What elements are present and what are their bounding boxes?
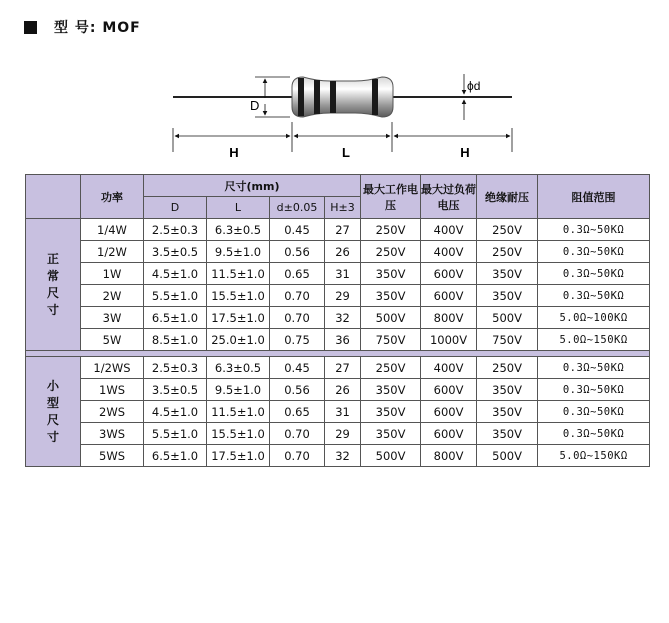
cell-d: 0.70 xyxy=(270,285,325,307)
cell-power: 2W xyxy=(81,285,144,307)
title-square-icon xyxy=(24,21,37,34)
cell-range: 0.3Ω~50KΩ xyxy=(538,423,650,445)
cell-H: 31 xyxy=(325,263,361,285)
cell-L: 15.5±1.0 xyxy=(207,423,270,445)
cell-overv: 600V xyxy=(421,263,477,285)
group-label-char: 常 xyxy=(46,268,59,283)
cell-D: 8.5±1.0 xyxy=(144,329,207,351)
cell-insul: 350V xyxy=(477,285,538,307)
group-label-char: 尺 xyxy=(46,412,59,427)
cell-D: 6.5±1.0 xyxy=(144,445,207,467)
cell-power: 3WS xyxy=(81,423,144,445)
cell-power: 1/2WS xyxy=(81,357,144,379)
table-row xyxy=(26,379,650,401)
table-row xyxy=(26,357,650,379)
cell-range: 5.0Ω~150KΩ xyxy=(538,445,650,467)
cell-power: 1/4W xyxy=(81,219,144,241)
group-label-char: 寸 xyxy=(46,429,59,444)
header-range: 阻值范围 xyxy=(538,175,650,219)
cell-H: 27 xyxy=(325,357,361,379)
cell-overv: 400V xyxy=(421,357,477,379)
cell-insul: 350V xyxy=(477,423,538,445)
cell-maxv: 350V xyxy=(361,263,421,285)
cell-maxv: 750V xyxy=(361,329,421,351)
table-row xyxy=(26,445,650,467)
cell-range: 0.3Ω~50KΩ xyxy=(538,285,650,307)
cell-power: 1W xyxy=(81,263,144,285)
cell-power: 5W xyxy=(81,329,144,351)
group-standard-size xyxy=(26,219,81,351)
cell-L: 25.0±1.0 xyxy=(207,329,270,351)
cell-d: 0.56 xyxy=(270,241,325,263)
cell-power: 1/2W xyxy=(81,241,144,263)
cell-L: 11.5±1.0 xyxy=(207,401,270,423)
cell-insul: 250V xyxy=(477,219,538,241)
header-overload-voltage: 最大过负荷电压 xyxy=(421,175,477,219)
cell-L: 6.3±0.5 xyxy=(207,219,270,241)
group-label-char: 寸 xyxy=(46,302,59,317)
cell-D: 4.5±1.0 xyxy=(144,401,207,423)
phi-d-label: ϕd xyxy=(467,79,481,93)
cell-range: 5.0Ω~150KΩ xyxy=(538,329,650,351)
cell-power: 5WS xyxy=(81,445,144,467)
cell-D: 3.5±0.5 xyxy=(144,241,207,263)
cell-maxv: 500V xyxy=(361,307,421,329)
cell-d: 0.56 xyxy=(270,379,325,401)
cell-power: 1WS xyxy=(81,379,144,401)
cell-insul: 350V xyxy=(477,401,538,423)
cell-d: 0.65 xyxy=(270,263,325,285)
table-row xyxy=(26,285,650,307)
cell-H: 29 xyxy=(325,285,361,307)
cell-overv: 800V xyxy=(421,307,477,329)
cell-D: 3.5±0.5 xyxy=(144,379,207,401)
resistor-dimension-diagram xyxy=(0,60,669,160)
color-band-3 xyxy=(330,81,336,113)
table-row xyxy=(26,219,650,241)
cell-D: 5.5±1.0 xyxy=(144,423,207,445)
cell-H: 32 xyxy=(325,307,361,329)
cell-L: 11.5±1.0 xyxy=(207,263,270,285)
cell-maxv: 350V xyxy=(361,401,421,423)
cell-insul: 500V xyxy=(477,445,538,467)
cell-L: 17.5±1.0 xyxy=(207,445,270,467)
cell-d: 0.65 xyxy=(270,401,325,423)
header-size: 尺寸(mm) xyxy=(144,175,361,197)
cell-maxv: 350V xyxy=(361,423,421,445)
group-label-char: 尺 xyxy=(46,285,59,300)
cell-range: 0.3Ω~50KΩ xyxy=(538,379,650,401)
header-row-1 xyxy=(26,175,650,197)
cell-H: 31 xyxy=(325,401,361,423)
cell-D: 5.5±1.0 xyxy=(144,285,207,307)
cell-overv: 600V xyxy=(421,379,477,401)
cell-range: 0.3Ω~50KΩ xyxy=(538,401,650,423)
cell-d: 0.70 xyxy=(270,307,325,329)
cell-range: 5.0Ω~100KΩ xyxy=(538,307,650,329)
cell-maxv: 500V xyxy=(361,445,421,467)
title-text: 型 号: MOF xyxy=(54,20,141,36)
header-insulation: 绝缘耐压 xyxy=(477,175,538,219)
cell-H: 29 xyxy=(325,423,361,445)
table-row xyxy=(26,329,650,351)
d-label: D xyxy=(250,98,260,113)
group-label-char: 小 xyxy=(46,378,59,393)
cell-overv: 600V xyxy=(421,401,477,423)
cell-power: 3W xyxy=(81,307,144,329)
cell-maxv: 250V xyxy=(361,357,421,379)
header-d: d±0.05 xyxy=(270,197,325,219)
cell-H: 26 xyxy=(325,241,361,263)
group-label-char: 正 xyxy=(46,251,59,266)
cell-D: 4.5±1.0 xyxy=(144,263,207,285)
table-row xyxy=(26,307,650,329)
table-row xyxy=(26,423,650,445)
page-title xyxy=(24,18,141,36)
cell-insul: 350V xyxy=(477,263,538,285)
header-L: L xyxy=(207,197,270,219)
cell-insul: 250V xyxy=(477,357,538,379)
l-label: L xyxy=(342,145,350,160)
cell-overv: 600V xyxy=(421,423,477,445)
group-small-size xyxy=(26,357,81,467)
cell-overv: 600V xyxy=(421,285,477,307)
cell-L: 17.5±1.0 xyxy=(207,307,270,329)
cell-H: 26 xyxy=(325,379,361,401)
cell-range: 0.3Ω~50KΩ xyxy=(538,263,650,285)
h-right-label: H xyxy=(460,145,470,160)
table-row xyxy=(26,401,650,423)
color-band-1 xyxy=(298,78,304,116)
group-label-char: 型 xyxy=(46,395,59,410)
cell-power: 2WS xyxy=(81,401,144,423)
cell-overv: 400V xyxy=(421,219,477,241)
cell-maxv: 350V xyxy=(361,379,421,401)
cell-insul: 500V xyxy=(477,307,538,329)
cell-maxv: 250V xyxy=(361,219,421,241)
cell-overv: 1000V xyxy=(421,329,477,351)
cell-insul: 350V xyxy=(477,379,538,401)
cell-d: 0.70 xyxy=(270,445,325,467)
cell-range: 0.3Ω~50KΩ xyxy=(538,357,650,379)
cell-L: 6.3±0.5 xyxy=(207,357,270,379)
cell-D: 2.5±0.3 xyxy=(144,357,207,379)
header-D: D xyxy=(144,197,207,219)
cell-d: 0.75 xyxy=(270,329,325,351)
cell-L: 9.5±1.0 xyxy=(207,241,270,263)
table-row xyxy=(26,241,650,263)
spec-table xyxy=(25,174,650,467)
cell-range: 0.3Ω~50KΩ xyxy=(538,241,650,263)
cell-insul: 750V xyxy=(477,329,538,351)
table-row xyxy=(26,263,650,285)
cell-H: 32 xyxy=(325,445,361,467)
header-H: H±3 xyxy=(325,197,361,219)
cell-H: 36 xyxy=(325,329,361,351)
cell-maxv: 250V xyxy=(361,241,421,263)
cell-d: 0.70 xyxy=(270,423,325,445)
color-band-4 xyxy=(372,79,378,115)
cell-D: 2.5±0.3 xyxy=(144,219,207,241)
cell-maxv: 350V xyxy=(361,285,421,307)
cell-overv: 800V xyxy=(421,445,477,467)
cell-d: 0.45 xyxy=(270,357,325,379)
header-power: 功率 xyxy=(81,175,144,219)
cell-range: 0.3Ω~50KΩ xyxy=(538,219,650,241)
cell-d: 0.45 xyxy=(270,219,325,241)
cell-H: 27 xyxy=(325,219,361,241)
header-corner xyxy=(26,175,81,219)
cell-insul: 250V xyxy=(477,241,538,263)
cell-L: 9.5±1.0 xyxy=(207,379,270,401)
cell-L: 15.5±1.0 xyxy=(207,285,270,307)
cell-overv: 400V xyxy=(421,241,477,263)
color-band-2 xyxy=(314,80,320,114)
h-left-label: H xyxy=(229,145,239,160)
header-max-voltage: 最大工作电压 xyxy=(361,175,421,219)
cell-D: 6.5±1.0 xyxy=(144,307,207,329)
